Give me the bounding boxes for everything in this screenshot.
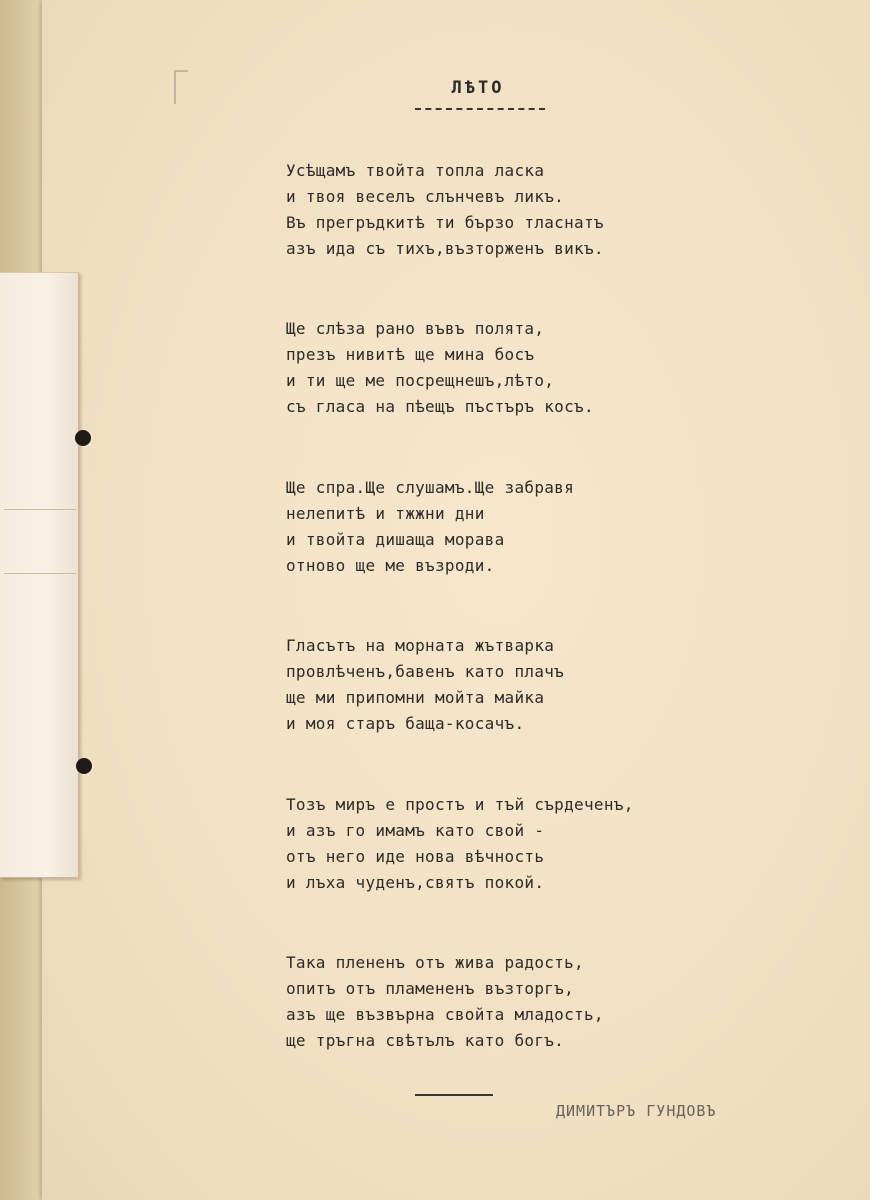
stanza-6 bbox=[286, 950, 706, 1054]
tab-faint-line bbox=[4, 509, 76, 510]
stanza-4 bbox=[286, 633, 706, 737]
poem-line: и твойта дишаща морава bbox=[286, 530, 505, 549]
poem-line: Ще слѣза рано въвъ полята, bbox=[286, 319, 545, 338]
poem-line: ще ми припомни мойта майка bbox=[286, 688, 545, 707]
poem-line: Гласътъ на морната жътварка bbox=[286, 636, 555, 655]
poem-line: и лъха чуденъ,святъ покой. bbox=[286, 873, 545, 892]
poem-line: провлѣченъ,бавенъ като плачъ bbox=[286, 662, 565, 681]
author-name: ДИМИТЪРЪ ГУНДОВЪ bbox=[556, 1102, 717, 1120]
poem-line: отново ще ме възроди. bbox=[286, 556, 495, 575]
poem-title: ЛѢТО bbox=[451, 78, 505, 98]
poem-line: Така плененъ отъ жива радость, bbox=[286, 953, 584, 972]
stanza-3 bbox=[286, 475, 706, 579]
poem-line: опитъ отъ пламененъ възторгъ, bbox=[286, 979, 575, 998]
closing-rule bbox=[415, 1094, 493, 1096]
poem-line: Ще спра.Ще слушамъ.Ще забравя bbox=[286, 478, 575, 497]
poem-line: отъ него иде нова вѣчность bbox=[286, 847, 545, 866]
poem-line: презъ нивитѣ ще мина босъ bbox=[286, 345, 535, 364]
poem-line: азъ ще възвърна свойта младость, bbox=[286, 1005, 604, 1024]
punch-hole-bottom bbox=[76, 758, 92, 774]
poem-line: и азъ го имамъ като свой - bbox=[286, 821, 545, 840]
poem-line: съ гласа на пѣещъ пъстъръ косъ. bbox=[286, 397, 594, 416]
attached-paper-tab bbox=[0, 272, 79, 878]
poem-line: нелепитѣ и тжжни дни bbox=[286, 504, 485, 523]
poem-line: Тозъ миръ е простъ и тъй сърдеченъ, bbox=[286, 795, 634, 814]
title-underline bbox=[415, 108, 545, 110]
poem-line: и ти ще ме посрещнешъ,лѣто, bbox=[286, 371, 555, 390]
tab-faint-line bbox=[4, 573, 76, 574]
stanza-1 bbox=[286, 158, 706, 262]
punch-hole-top bbox=[75, 430, 91, 446]
poem-line: Въ прегръдкитѣ ти бързо тласнатъ bbox=[286, 213, 604, 232]
poem-line: Усѣщамъ твойта топла ласка bbox=[286, 161, 545, 180]
poem-line: ще тръгна свѣтълъ като богъ. bbox=[286, 1031, 565, 1050]
pencil-mark bbox=[174, 70, 188, 104]
stanza-5 bbox=[286, 792, 706, 896]
poem-line: и моя старъ баща-косачъ. bbox=[286, 714, 525, 733]
poem-line: азъ ида съ тихъ,възторженъ викъ. bbox=[286, 239, 604, 258]
stanza-2 bbox=[286, 316, 706, 420]
poem-line: и твоя веселъ слънчевъ ликъ. bbox=[286, 187, 565, 206]
